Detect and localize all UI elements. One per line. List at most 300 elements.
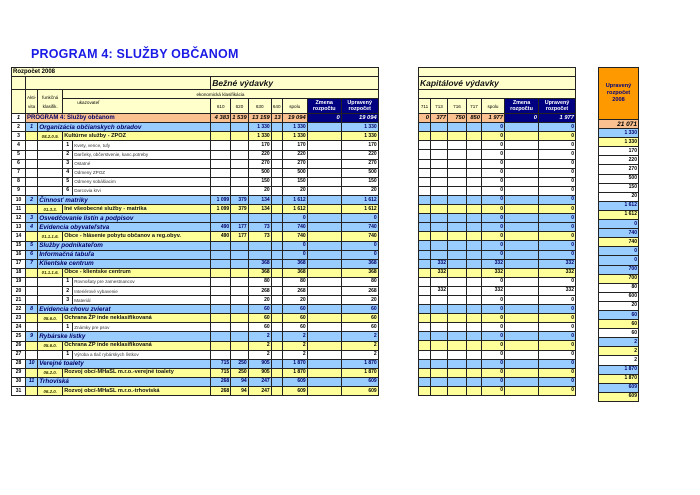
value-kspolu: 0 bbox=[482, 177, 505, 186]
value-c610 bbox=[211, 186, 231, 195]
value-k717 bbox=[467, 150, 482, 159]
row-label: Iné všeobecné služby - matrika bbox=[63, 205, 211, 214]
value-kspolu: 0 bbox=[482, 123, 505, 132]
value-k717 bbox=[467, 241, 482, 250]
value-kzmena bbox=[505, 195, 539, 204]
value-k711 bbox=[419, 123, 431, 132]
value-kzmena bbox=[505, 132, 539, 141]
value-spolu: 368 bbox=[282, 259, 307, 268]
value-kspolu: 0 bbox=[482, 241, 505, 250]
row-label: Evidencia obyvateľstva bbox=[38, 223, 211, 232]
value-spolu: 60 bbox=[282, 323, 307, 332]
value-zmena bbox=[307, 250, 341, 259]
row-number: 31 bbox=[12, 387, 26, 396]
table-row bbox=[599, 220, 639, 229]
value-kspolu: 0 bbox=[482, 377, 505, 386]
value-kspolu: 0 bbox=[482, 386, 505, 395]
value-k716 bbox=[448, 168, 467, 177]
value-final: 150 bbox=[599, 183, 639, 192]
value-c610 bbox=[211, 314, 231, 323]
value-k713 bbox=[431, 323, 448, 332]
table-row bbox=[12, 232, 379, 241]
value-k713 bbox=[431, 277, 448, 286]
activity-number: 5 bbox=[26, 241, 38, 250]
row-label: Darčeky, občerstvenie, kanc.potreby bbox=[73, 150, 211, 159]
row-number: 30 bbox=[12, 377, 26, 386]
row-number: 28 bbox=[12, 359, 26, 368]
activity-number: 9 bbox=[26, 332, 38, 341]
value-final: 0 bbox=[599, 247, 639, 256]
activity-header: Akti-vita bbox=[26, 90, 38, 114]
value-c620 bbox=[231, 141, 249, 150]
row-label: Informačná tabuľa bbox=[38, 250, 211, 259]
value-c640 bbox=[271, 186, 282, 195]
value-final: 1 612 bbox=[599, 210, 639, 219]
activity-cell bbox=[26, 286, 38, 295]
value-final: 1 612 bbox=[599, 201, 639, 210]
table-row bbox=[599, 274, 639, 283]
table-row bbox=[12, 223, 379, 232]
value-c610 bbox=[211, 141, 231, 150]
value-c620 bbox=[231, 241, 249, 250]
value-k711 bbox=[419, 295, 431, 304]
table-row bbox=[12, 296, 379, 305]
value-kspolu: 0 bbox=[482, 277, 505, 286]
value-k717 bbox=[467, 259, 482, 268]
indicator-header: ukazovateľ bbox=[63, 99, 211, 114]
value-k717 bbox=[467, 123, 482, 132]
value-kspolu: 0 bbox=[482, 341, 505, 350]
table-row bbox=[12, 132, 379, 141]
value-zmena bbox=[307, 196, 341, 205]
value-k711: 0 bbox=[419, 114, 431, 123]
table-row bbox=[12, 359, 379, 368]
table-row bbox=[12, 141, 379, 150]
value-spolu: 2 bbox=[282, 350, 307, 359]
value-k711 bbox=[419, 159, 431, 168]
table-row bbox=[599, 374, 639, 383]
value-k717 bbox=[467, 314, 482, 323]
value-k713 bbox=[431, 195, 448, 204]
final-budget-header: Upravený rozpočet 2008 bbox=[599, 68, 639, 120]
value-k716 bbox=[448, 214, 467, 223]
activity-cell bbox=[26, 268, 38, 277]
table-row bbox=[12, 214, 379, 223]
value-final: 60 bbox=[599, 320, 639, 329]
functional-code: 05.6.0. bbox=[38, 341, 63, 350]
value-spolu: 60 bbox=[282, 305, 307, 314]
value-kzmena bbox=[505, 295, 539, 304]
table-row bbox=[599, 256, 639, 265]
table-row bbox=[12, 259, 379, 268]
value-spolu: 268 bbox=[282, 286, 307, 295]
item-number: 1 bbox=[63, 141, 73, 150]
value-k716 bbox=[448, 359, 467, 368]
value-c630: 2 bbox=[248, 341, 271, 350]
value-k713 bbox=[431, 132, 448, 141]
row-number: 24 bbox=[12, 323, 26, 332]
value-kupr: 0 bbox=[539, 250, 576, 259]
table-row bbox=[419, 168, 576, 177]
capital-expenditures-table bbox=[418, 67, 576, 396]
code-cell bbox=[38, 168, 63, 177]
value-c610: 715 bbox=[211, 368, 231, 377]
value-k716 bbox=[448, 150, 467, 159]
value-c630: 73 bbox=[248, 232, 271, 241]
value-upr: 150 bbox=[341, 177, 378, 186]
activity-cell bbox=[26, 168, 38, 177]
table-row bbox=[599, 365, 639, 374]
value-k711 bbox=[419, 359, 431, 368]
value-c630 bbox=[248, 214, 271, 223]
row-number: 8 bbox=[12, 177, 26, 186]
value-c620: 94 bbox=[231, 387, 249, 396]
value-final: 2 bbox=[599, 347, 639, 356]
value-c620 bbox=[231, 341, 249, 350]
value-kupr: 0 bbox=[539, 386, 576, 395]
row-number: 19 bbox=[12, 277, 26, 286]
value-zmena bbox=[307, 168, 341, 177]
activity-number: 6 bbox=[26, 250, 38, 259]
value-final: 80 bbox=[599, 283, 639, 292]
value-spolu: 1 612 bbox=[282, 205, 307, 214]
value-c610 bbox=[211, 305, 231, 314]
value-zmena bbox=[307, 223, 341, 232]
value-kupr: 0 bbox=[539, 159, 576, 168]
value-final: 500 bbox=[599, 174, 639, 183]
table-row bbox=[599, 165, 639, 174]
table-row bbox=[599, 210, 639, 219]
activity-number: 1 bbox=[26, 123, 38, 132]
value-kspolu: 0 bbox=[482, 159, 505, 168]
activity-cell bbox=[26, 368, 38, 377]
value-zmena bbox=[307, 132, 341, 141]
value-k716 bbox=[448, 123, 467, 132]
value-final: 1 330 bbox=[599, 138, 639, 147]
value-c640 bbox=[271, 387, 282, 396]
table-row bbox=[419, 195, 576, 204]
value-c620 bbox=[231, 132, 249, 141]
value-spolu: 609 bbox=[282, 377, 307, 386]
value-k716 bbox=[448, 223, 467, 232]
value-spolu: 20 bbox=[282, 296, 307, 305]
value-upr: 609 bbox=[341, 377, 378, 386]
value-final: 740 bbox=[599, 238, 639, 247]
code-cell bbox=[38, 141, 63, 150]
value-k713 bbox=[431, 250, 448, 259]
value-k716 bbox=[448, 341, 467, 350]
value-c630: 247 bbox=[248, 387, 271, 396]
value-k717 bbox=[467, 214, 482, 223]
value-k716 bbox=[448, 186, 467, 195]
value-c630: 368 bbox=[248, 268, 271, 277]
table-row bbox=[599, 292, 639, 301]
value-k711 bbox=[419, 386, 431, 395]
capital-section-title: Kapitálové výdavky bbox=[419, 77, 576, 90]
value-c640 bbox=[271, 205, 282, 214]
value-c620 bbox=[231, 305, 249, 314]
table-row bbox=[419, 114, 576, 123]
table-row bbox=[419, 295, 576, 304]
value-upr: 0 bbox=[341, 214, 378, 223]
value-c620 bbox=[231, 214, 249, 223]
value-kupr: 0 bbox=[539, 168, 576, 177]
value-c610 bbox=[211, 323, 231, 332]
value-zmena bbox=[307, 323, 341, 332]
value-c610: 1 099 bbox=[211, 205, 231, 214]
value-c610: 490 bbox=[211, 223, 231, 232]
value-upr: 368 bbox=[341, 259, 378, 268]
row-number: 7 bbox=[12, 168, 26, 177]
row-number: 5 bbox=[12, 150, 26, 159]
value-final: 2 bbox=[599, 356, 639, 365]
table-row bbox=[419, 214, 576, 223]
value-k713 bbox=[431, 232, 448, 241]
col-spolu-header: spolu bbox=[282, 99, 307, 114]
table-row bbox=[419, 177, 576, 186]
value-c640 bbox=[271, 332, 282, 341]
row-number: 6 bbox=[12, 159, 26, 168]
item-number: 1 bbox=[63, 277, 73, 286]
value-final: 170 bbox=[599, 147, 639, 156]
table-row bbox=[419, 186, 576, 195]
value-final: 20 bbox=[599, 192, 639, 201]
row-label: Služby podnikateľom bbox=[38, 241, 211, 250]
row-number: 18 bbox=[12, 268, 26, 277]
value-c630: 368 bbox=[248, 259, 271, 268]
activity-cell bbox=[26, 159, 38, 168]
value-c640 bbox=[271, 250, 282, 259]
value-k711 bbox=[419, 368, 431, 377]
table-row bbox=[419, 323, 576, 332]
value-zmena bbox=[307, 186, 341, 195]
value-kupr: 332 bbox=[539, 286, 576, 295]
value-k716 bbox=[448, 277, 467, 286]
value-kzmena bbox=[505, 341, 539, 350]
table-row bbox=[419, 159, 576, 168]
value-c620: 177 bbox=[231, 223, 249, 232]
value-k713 bbox=[431, 377, 448, 386]
value-k713 bbox=[431, 368, 448, 377]
value-c630: 20 bbox=[248, 296, 271, 305]
activity-number: 7 bbox=[26, 259, 38, 268]
value-c640 bbox=[271, 314, 282, 323]
value-spolu: 609 bbox=[282, 387, 307, 396]
item-number: 2 bbox=[63, 150, 73, 159]
value-c640 bbox=[271, 196, 282, 205]
functional-code: 08.2.0.9. bbox=[38, 132, 63, 141]
table-row bbox=[599, 138, 639, 147]
row-number: 2 bbox=[12, 123, 26, 132]
activity-cell bbox=[26, 150, 38, 159]
value-k717 bbox=[467, 359, 482, 368]
value-c630: 2 bbox=[248, 332, 271, 341]
value-k717 bbox=[467, 205, 482, 214]
value-spolu: 740 bbox=[282, 232, 307, 241]
row-label: Klientske centrum bbox=[38, 259, 211, 268]
table-row bbox=[12, 350, 379, 359]
col-610-header: 610 bbox=[211, 99, 231, 114]
value-kupr: 0 bbox=[539, 359, 576, 368]
value-c620 bbox=[231, 250, 249, 259]
row-number: 13 bbox=[12, 223, 26, 232]
value-k716 bbox=[448, 250, 467, 259]
functional-code: 01.1.1.6. bbox=[38, 268, 63, 277]
row-number: 11 bbox=[12, 205, 26, 214]
functional-class-header: funkčná klasifik. bbox=[38, 90, 63, 114]
value-upr: 609 bbox=[341, 387, 378, 396]
value-kspolu: 0 bbox=[482, 223, 505, 232]
value-kupr: 0 bbox=[539, 241, 576, 250]
value-upr: 20 bbox=[341, 296, 378, 305]
value-c630: 134 bbox=[248, 205, 271, 214]
row-number: 15 bbox=[12, 241, 26, 250]
value-k711 bbox=[419, 323, 431, 332]
value-k711 bbox=[419, 177, 431, 186]
value-c610 bbox=[211, 177, 231, 186]
value-k711 bbox=[419, 259, 431, 268]
code-cell bbox=[38, 350, 63, 359]
activity-cell bbox=[26, 277, 38, 286]
value-upr: 1 612 bbox=[341, 205, 378, 214]
value-k713 bbox=[431, 223, 448, 232]
value-c630: 905 bbox=[248, 368, 271, 377]
value-c620: 94 bbox=[231, 377, 249, 386]
value-spolu: 1 330 bbox=[282, 123, 307, 132]
value-c630: 268 bbox=[248, 286, 271, 295]
value-k716 bbox=[448, 305, 467, 314]
table-row bbox=[419, 141, 576, 150]
code-cell bbox=[38, 186, 63, 195]
value-k717 bbox=[467, 223, 482, 232]
value-k711 bbox=[419, 150, 431, 159]
value-k717 bbox=[467, 305, 482, 314]
value-c640 bbox=[271, 277, 282, 286]
value-upr: 60 bbox=[341, 323, 378, 332]
row-number: 29 bbox=[12, 368, 26, 377]
activity-number: 11 bbox=[26, 377, 38, 386]
table-row bbox=[599, 192, 639, 201]
value-upr: 220 bbox=[341, 150, 378, 159]
value-kspolu: 0 bbox=[482, 323, 505, 332]
activity-number: 8 bbox=[26, 305, 38, 314]
value-k713: 332 bbox=[431, 259, 448, 268]
value-k716 bbox=[448, 386, 467, 395]
value-k713 bbox=[431, 386, 448, 395]
value-c620 bbox=[231, 123, 249, 132]
col-640-header: 640 bbox=[271, 99, 282, 114]
value-kspolu: 1 977 bbox=[482, 114, 505, 123]
value-kspolu: 0 bbox=[482, 214, 505, 223]
value-k713 bbox=[431, 295, 448, 304]
value-k711 bbox=[419, 232, 431, 241]
value-kspolu: 0 bbox=[482, 305, 505, 314]
value-spolu: 0 bbox=[282, 214, 307, 223]
value-k713 bbox=[431, 359, 448, 368]
value-kupr: 0 bbox=[539, 332, 576, 341]
value-upr: 1 870 bbox=[341, 359, 378, 368]
budget-label: Rozpočet 2008 bbox=[12, 68, 379, 77]
code-cell bbox=[38, 286, 63, 295]
value-c640 bbox=[271, 150, 282, 159]
value-kzmena bbox=[505, 150, 539, 159]
value-kzmena bbox=[505, 214, 539, 223]
value-c620 bbox=[231, 277, 249, 286]
row-number: 3 bbox=[12, 132, 26, 141]
value-final: 609 bbox=[599, 392, 639, 401]
row-number: 12 bbox=[12, 214, 26, 223]
value-c620 bbox=[231, 259, 249, 268]
table-row bbox=[599, 156, 639, 165]
value-kzmena bbox=[505, 123, 539, 132]
table-row bbox=[12, 341, 379, 350]
functional-code: 06.2.0. bbox=[38, 368, 63, 377]
value-kzmena bbox=[505, 377, 539, 386]
value-c630: 220 bbox=[248, 150, 271, 159]
value-k711 bbox=[419, 241, 431, 250]
value-k711 bbox=[419, 277, 431, 286]
value-c620 bbox=[231, 268, 249, 277]
row-label: Rozvoj obcí-MHaSL m.r.o.-trhoviská bbox=[63, 387, 211, 396]
value-kzmena bbox=[505, 323, 539, 332]
value-final: 2 bbox=[599, 338, 639, 347]
value-c630: 13 159 bbox=[248, 114, 271, 123]
table-row bbox=[12, 114, 379, 123]
code-cell bbox=[38, 177, 63, 186]
row-label: Obce - hlásenie pobytu občanov a reg.obyv. bbox=[63, 232, 211, 241]
row-label: Ochrana ŽP inde neklasifikovaná bbox=[63, 341, 211, 350]
value-c610 bbox=[211, 259, 231, 268]
value-k716 bbox=[448, 314, 467, 323]
activity-cell bbox=[26, 314, 38, 323]
value-zmena bbox=[307, 177, 341, 186]
value-k711 bbox=[419, 341, 431, 350]
value-kzmena bbox=[505, 177, 539, 186]
value-c630: 80 bbox=[248, 277, 271, 286]
value-c640 bbox=[271, 241, 282, 250]
value-k717 bbox=[467, 168, 482, 177]
value-k713 bbox=[431, 314, 448, 323]
value-spolu: 1 870 bbox=[282, 368, 307, 377]
value-kupr: 0 bbox=[539, 177, 576, 186]
value-upr: 170 bbox=[341, 141, 378, 150]
value-k716 bbox=[448, 141, 467, 150]
value-c630: 270 bbox=[248, 159, 271, 168]
value-upr: 19 094 bbox=[341, 114, 378, 123]
table-row bbox=[419, 250, 576, 259]
value-c610 bbox=[211, 250, 231, 259]
value-k711 bbox=[419, 168, 431, 177]
value-k711 bbox=[419, 195, 431, 204]
item-number: 1 bbox=[63, 323, 73, 332]
value-c640 bbox=[271, 232, 282, 241]
value-c640 bbox=[271, 268, 282, 277]
value-kupr: 0 bbox=[539, 205, 576, 214]
final-budget-table bbox=[598, 67, 639, 402]
value-zmena bbox=[307, 377, 341, 386]
value-k711 bbox=[419, 377, 431, 386]
page-title: PROGRAM 4: SLUŽBY OBČANOM bbox=[31, 47, 239, 61]
value-k717 bbox=[467, 286, 482, 295]
value-c640 bbox=[271, 132, 282, 141]
value-k717 bbox=[467, 386, 482, 395]
table-row bbox=[12, 314, 379, 323]
value-zmena bbox=[307, 332, 341, 341]
value-k717 bbox=[467, 368, 482, 377]
value-zmena bbox=[307, 205, 341, 214]
table-row bbox=[599, 392, 639, 401]
row-label: Ochrana ŽP inde neklasifikovaná bbox=[63, 314, 211, 323]
